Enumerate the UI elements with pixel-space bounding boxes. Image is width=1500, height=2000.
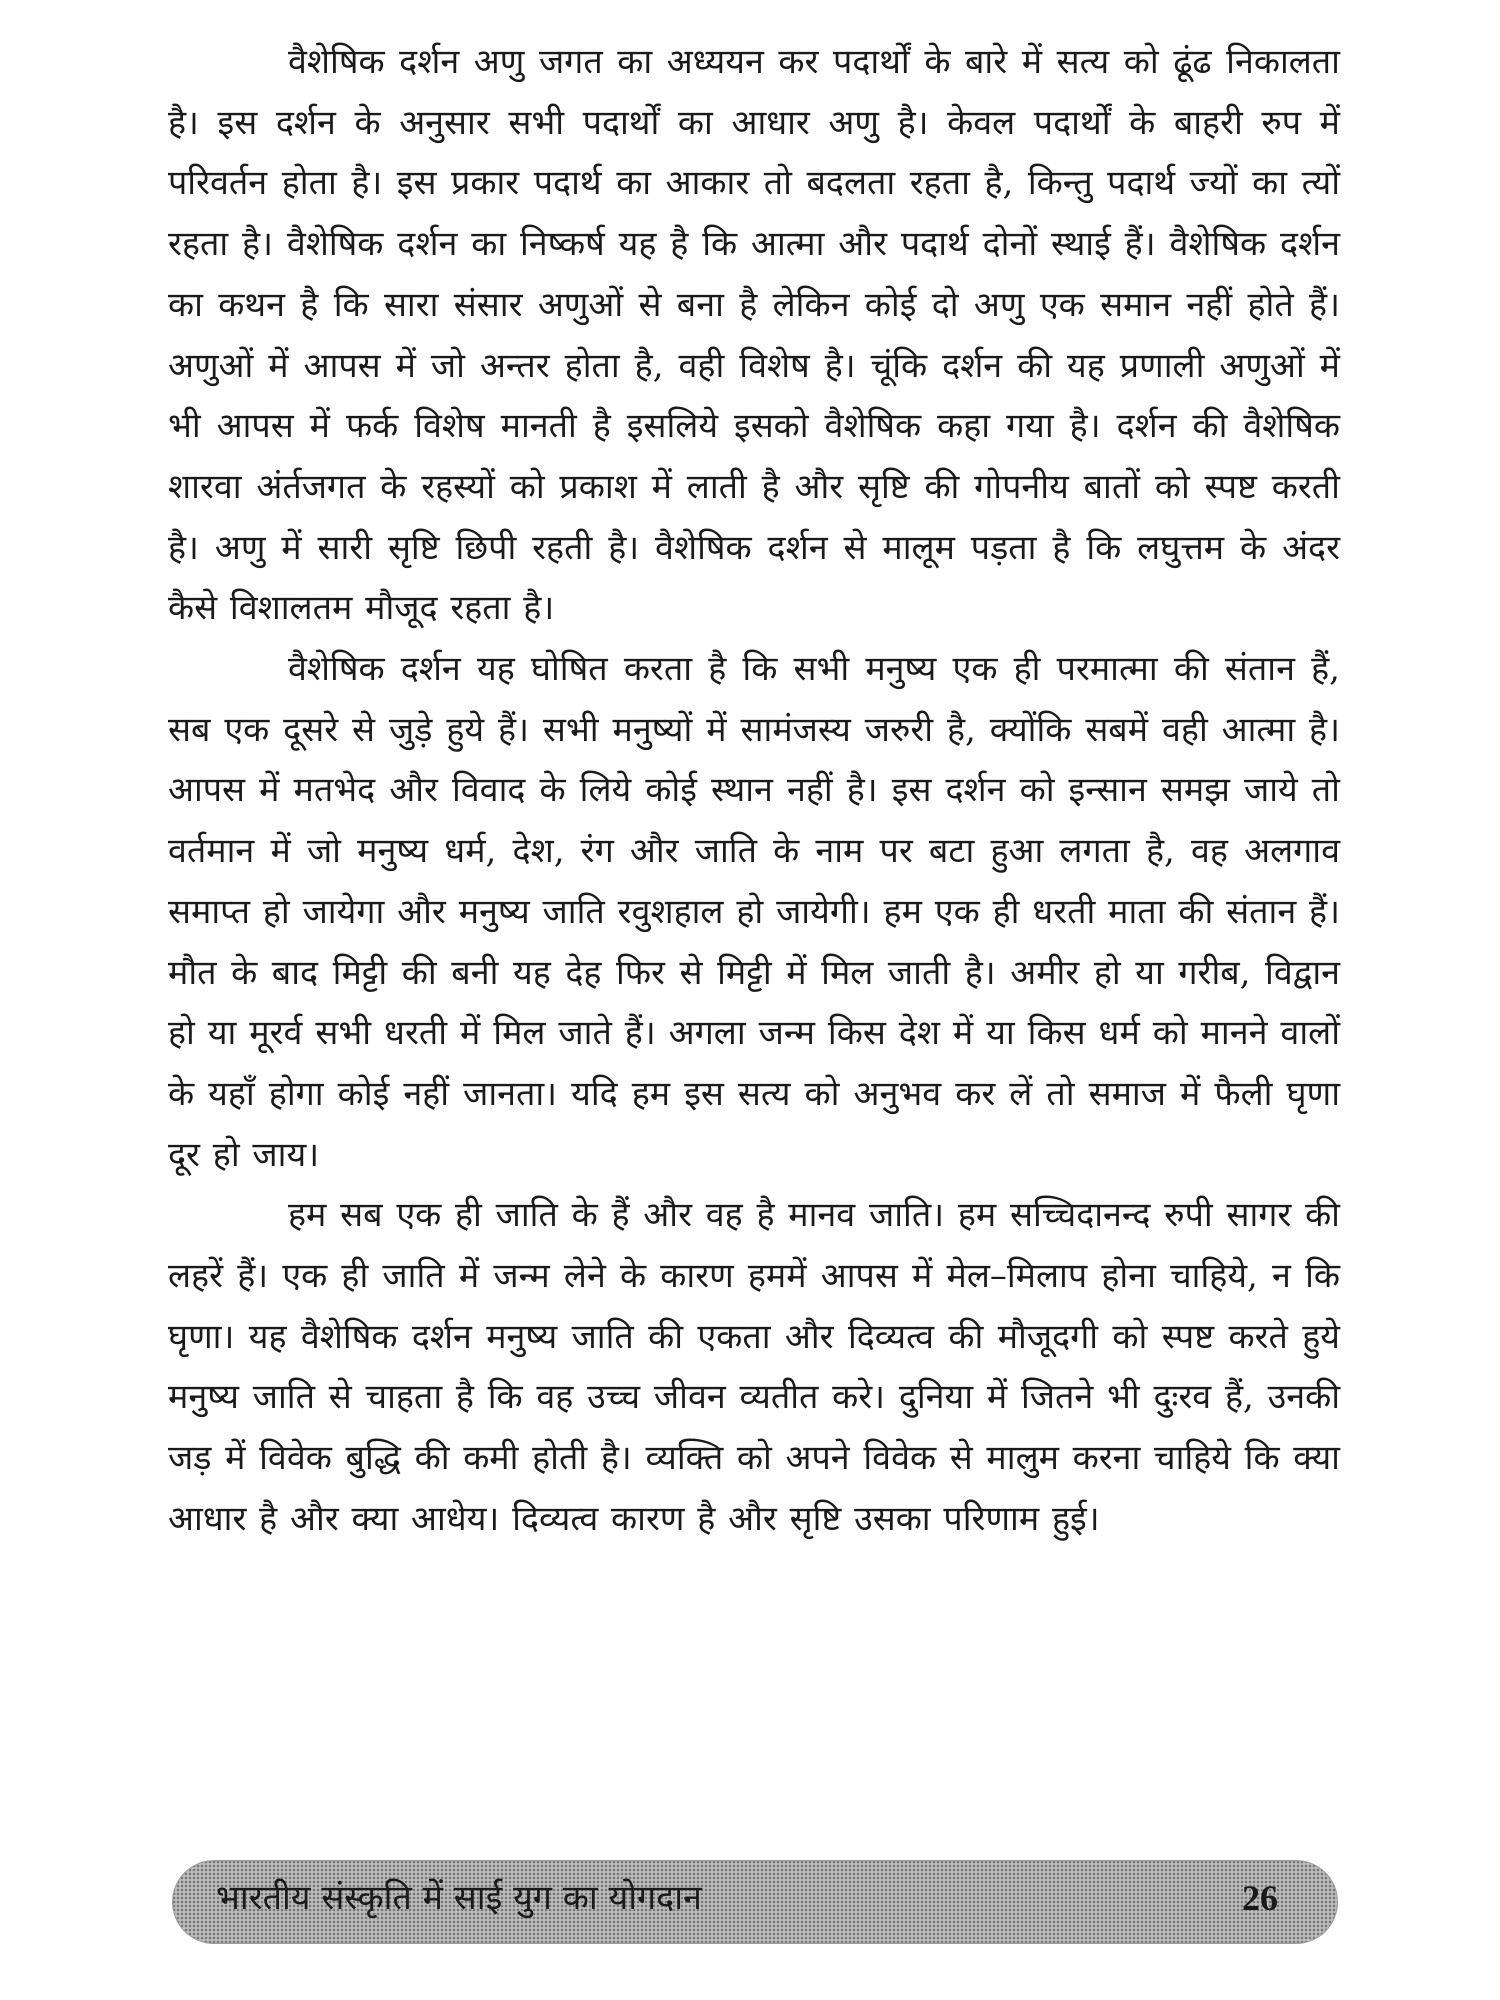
footer-banner — [172, 1860, 1338, 1944]
paragraph-2: वैशेषिक दर्शन यह घोषित करता है कि सभी मनुष्य एक ही परमात्मा की संतान हैं, सब एक दूसरे से जुड़े हुये हैं। सभी मनुष्यों में सामंजस्य जरुरी है, क्योंकि सबमें वही आत्मा है। आपस में मतभेद और विवाद के लिये कोई स्थान नहीं है। इस दर्शन को इन्सान समझ जाये तो वर्तमान में जो मनुष्य धर्म, देश, रंग और जाति के नाम पर बटा हुआ लगता है, वह अलगाव समाप्त हो जायेगा और मनुष्य जाति रवुशहाल हो जायेगी। हम एक ही धरती माता की संतान हैं। मौत के बाद मिट्टी की बनी यह देह फिर से मिट्टी में मिल जाती है। अमीर हो या गरीब, विद्वान हो या मूरर्व सभी धरती में मिल जाते हैं। अगला जन्म किस देश में या किस धर्म को मानने वालों के यहाँ होगा कोई नहीं जानता। यदि हम इस सत्य को अनुभव कर लें तो समाज में फैली घृणा दूर हो जाय। — [168, 649, 1340, 1175]
paragraph-3: हम सब एक ही जाति के हैं और वह है मानव जाति। हम सच्चिदानन्द रुपी सागर की लहरें हैं। एक ही जाति में जन्म लेने के कारण हममें आपस में मेल–मिलाप होना चाहिये, न कि घृणा। यह वैशेषिक दर्शन मनुष्य जाति की एकता और दिव्यत्व की मौजूदगी को स्पष्ट करते हुये मनुष्य जाति से चाहता है कि वह उच्च जीवन व्यतीत करे। दुनिया में जितने भी दुःरव हैं, उनकी जड़ में विवेक बुद्धि की कमी होती है। व्यक्ति को अपने विवेक से मालुम करना चाहिये कि क्या आधार है और क्या आधेय। दिव्यत्व कारण है और सृष्टि उसका परिणाम हुई। — [168, 1195, 1340, 1539]
book-title: भारतीय संस्कृति में साई युग का योगदान — [216, 1878, 702, 1918]
page-number: 26 — [1242, 1878, 1278, 1918]
paragraph-1: वैशेषिक दर्शन अणु जगत का अध्ययन कर पदार्थों के बारे में सत्य को ढूंढ निकालता है। इस दर्शन के अनुसार सभी पदार्थों का आधार अणु है। केवल पदार्थों के बाहरी रुप में परिवर्तन होता है। इस प्रकार पदार्थ का आकार तो बदलता रहता है, किन्तु पदार्थ ज्यों का त्यों रहता है। वैशेषिक दर्शन का निष्कर्ष यह है कि आत्मा और पदार्थ दोनों स्थाई हैं। वैशेषिक दर्शन का कथन है कि सारा संसार अणुओं से बना है लेकिन कोई दो अणु एक समान नहीं होते हैं। अणुओं में आपस में जो अन्तर होता है, वही विशेष है। चूंकि दर्शन की यह प्रणाली अणुओं में भी आपस में फर्क विशेष मानती है इसलिये इसको वैशेषिक कहा गया है। दर्शन की वैशेषिक शारवा अंर्तजगत के रहस्यों को प्रकाश में लाती है और सृष्टि की गोपनीय बातों को स्पष्ट करती है। अणु में सारी सृष्टि छिपी रहती है। वैशेषिक दर्शन से मालूम पड़ता है कि लघुत्तम के अंदर कैसे विशालतम मौजूद रहता है। — [168, 42, 1340, 629]
body-text — [168, 32, 1340, 1550]
